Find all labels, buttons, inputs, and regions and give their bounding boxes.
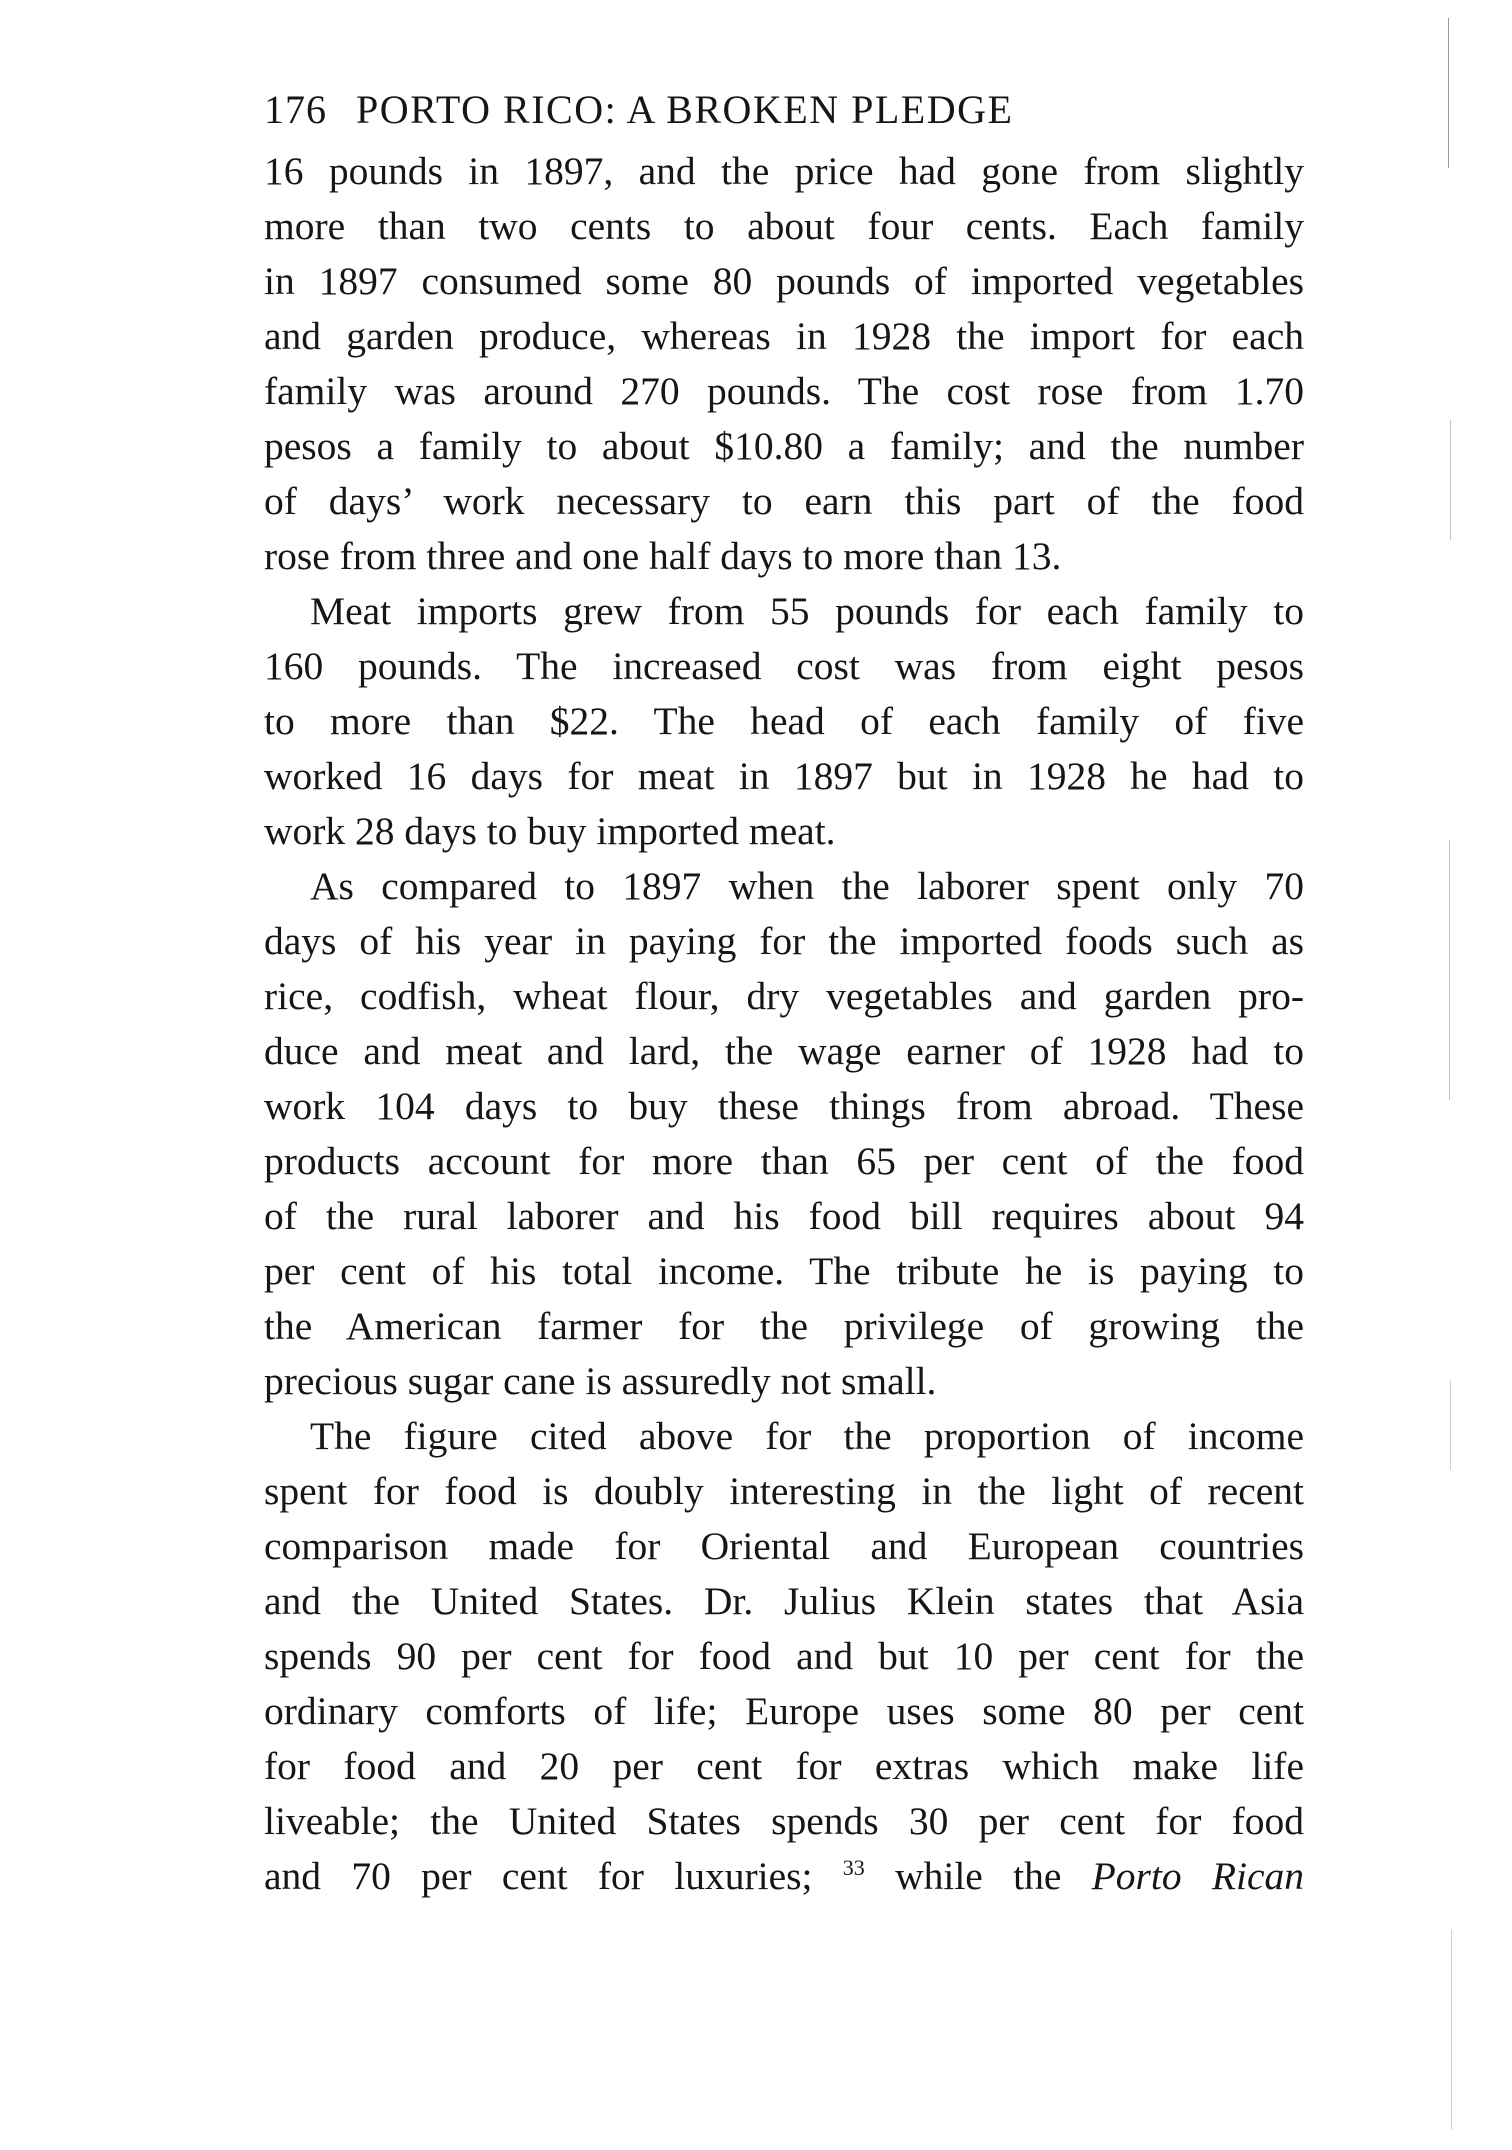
- text-line: rose from three and one half days to more than 13.: [264, 534, 1062, 578]
- scan-artifact: [1448, 18, 1449, 168]
- text-line: 160 pounds. The increased cost was from eight pesos: [264, 644, 1304, 688]
- text-line: family was around 270 pounds. The cost rose from 1.70: [264, 369, 1304, 413]
- text-line: Meat imports grew from 55 pounds for each family to: [310, 589, 1304, 633]
- scan-artifact: [1450, 1380, 1451, 1470]
- running-title: PORTO RICO: A BROKEN PLEDGE: [356, 87, 1014, 132]
- text-line: and garden produce, whereas in 1928 the import for each: [264, 314, 1304, 358]
- text-line: pesos a family to about $10.80 a family; and the number: [264, 424, 1304, 468]
- text-after-note: while the: [895, 1854, 1062, 1898]
- scan-artifact: [1449, 840, 1450, 1100]
- italic-text: Porto Rican: [1091, 1854, 1305, 1898]
- text-line: days of his year in paying for the imported foods such as: [264, 919, 1304, 963]
- text-line: liveable; the United States spends 30 per cent for food: [264, 1799, 1304, 1843]
- text-line: of days’ work necessary to earn this part of the food: [264, 479, 1304, 523]
- scan-artifact: [1451, 1930, 1452, 2130]
- text-line: worked 16 days for meat in 1897 but in 1928 he had to: [264, 754, 1304, 798]
- paragraph-3: [264, 859, 1304, 1409]
- scan-artifact: [1450, 420, 1451, 540]
- text-line: 16 pounds in 1897, and the price had gone from slightly: [264, 149, 1304, 193]
- paragraph-1: [264, 144, 1304, 584]
- text-line: rice, codfish, wheat flour, dry vegetables and garden pro-: [264, 974, 1304, 1018]
- text-line: spends 90 per cent for food and but 10 per cent for the: [264, 1634, 1304, 1678]
- text-line: and the United States. Dr. Julius Klein states that Asia: [264, 1579, 1304, 1623]
- paragraph-2: [264, 584, 1304, 859]
- text-line: more than two cents to about four cents. Each family: [264, 204, 1304, 248]
- text-line: duce and meat and lard, the wage earner of 1928 had to: [264, 1029, 1304, 1073]
- text-line: of the rural laborer and his food bill requires about 94: [264, 1194, 1304, 1238]
- running-header: [264, 82, 1304, 138]
- text-line: products account for more than 65 per cent of the food: [264, 1139, 1304, 1183]
- text-before-note: and 70 per cent for luxuries;: [264, 1854, 813, 1898]
- text-line: the American farmer for the privilege of growing the: [264, 1304, 1304, 1348]
- page-body: [264, 144, 1304, 1904]
- text-line: As compared to 1897 when the laborer spent only 70: [310, 864, 1304, 908]
- text-line: per cent of his total income. The tribute he is paying to: [264, 1249, 1304, 1293]
- text-line: The figure cited above for the proportion of income: [310, 1414, 1304, 1458]
- text-line: comparison made for Oriental and European countries: [264, 1524, 1304, 1568]
- text-line: work 28 days to buy imported meat.: [264, 809, 836, 853]
- text-line: to more than $22. The head of each family of five: [264, 699, 1304, 743]
- text-line: work 104 days to buy these things from abroad. These: [264, 1084, 1304, 1128]
- text-line: for food and 20 per cent for extras which make life: [264, 1744, 1304, 1788]
- text-line-final: [264, 1849, 1304, 1904]
- text-line: spent for food is doubly interesting in the light of recent: [264, 1469, 1304, 1513]
- paragraph-4: [264, 1409, 1304, 1904]
- page-number: 176: [264, 87, 327, 132]
- text-line: precious sugar cane is assuredly not small.: [264, 1359, 937, 1403]
- text-line: ordinary comforts of life; Europe uses some 80 per cent: [264, 1689, 1304, 1733]
- footnote-reference[interactable]: 33: [842, 1855, 865, 1880]
- text-line: in 1897 consumed some 80 pounds of imported vegetables: [264, 259, 1304, 303]
